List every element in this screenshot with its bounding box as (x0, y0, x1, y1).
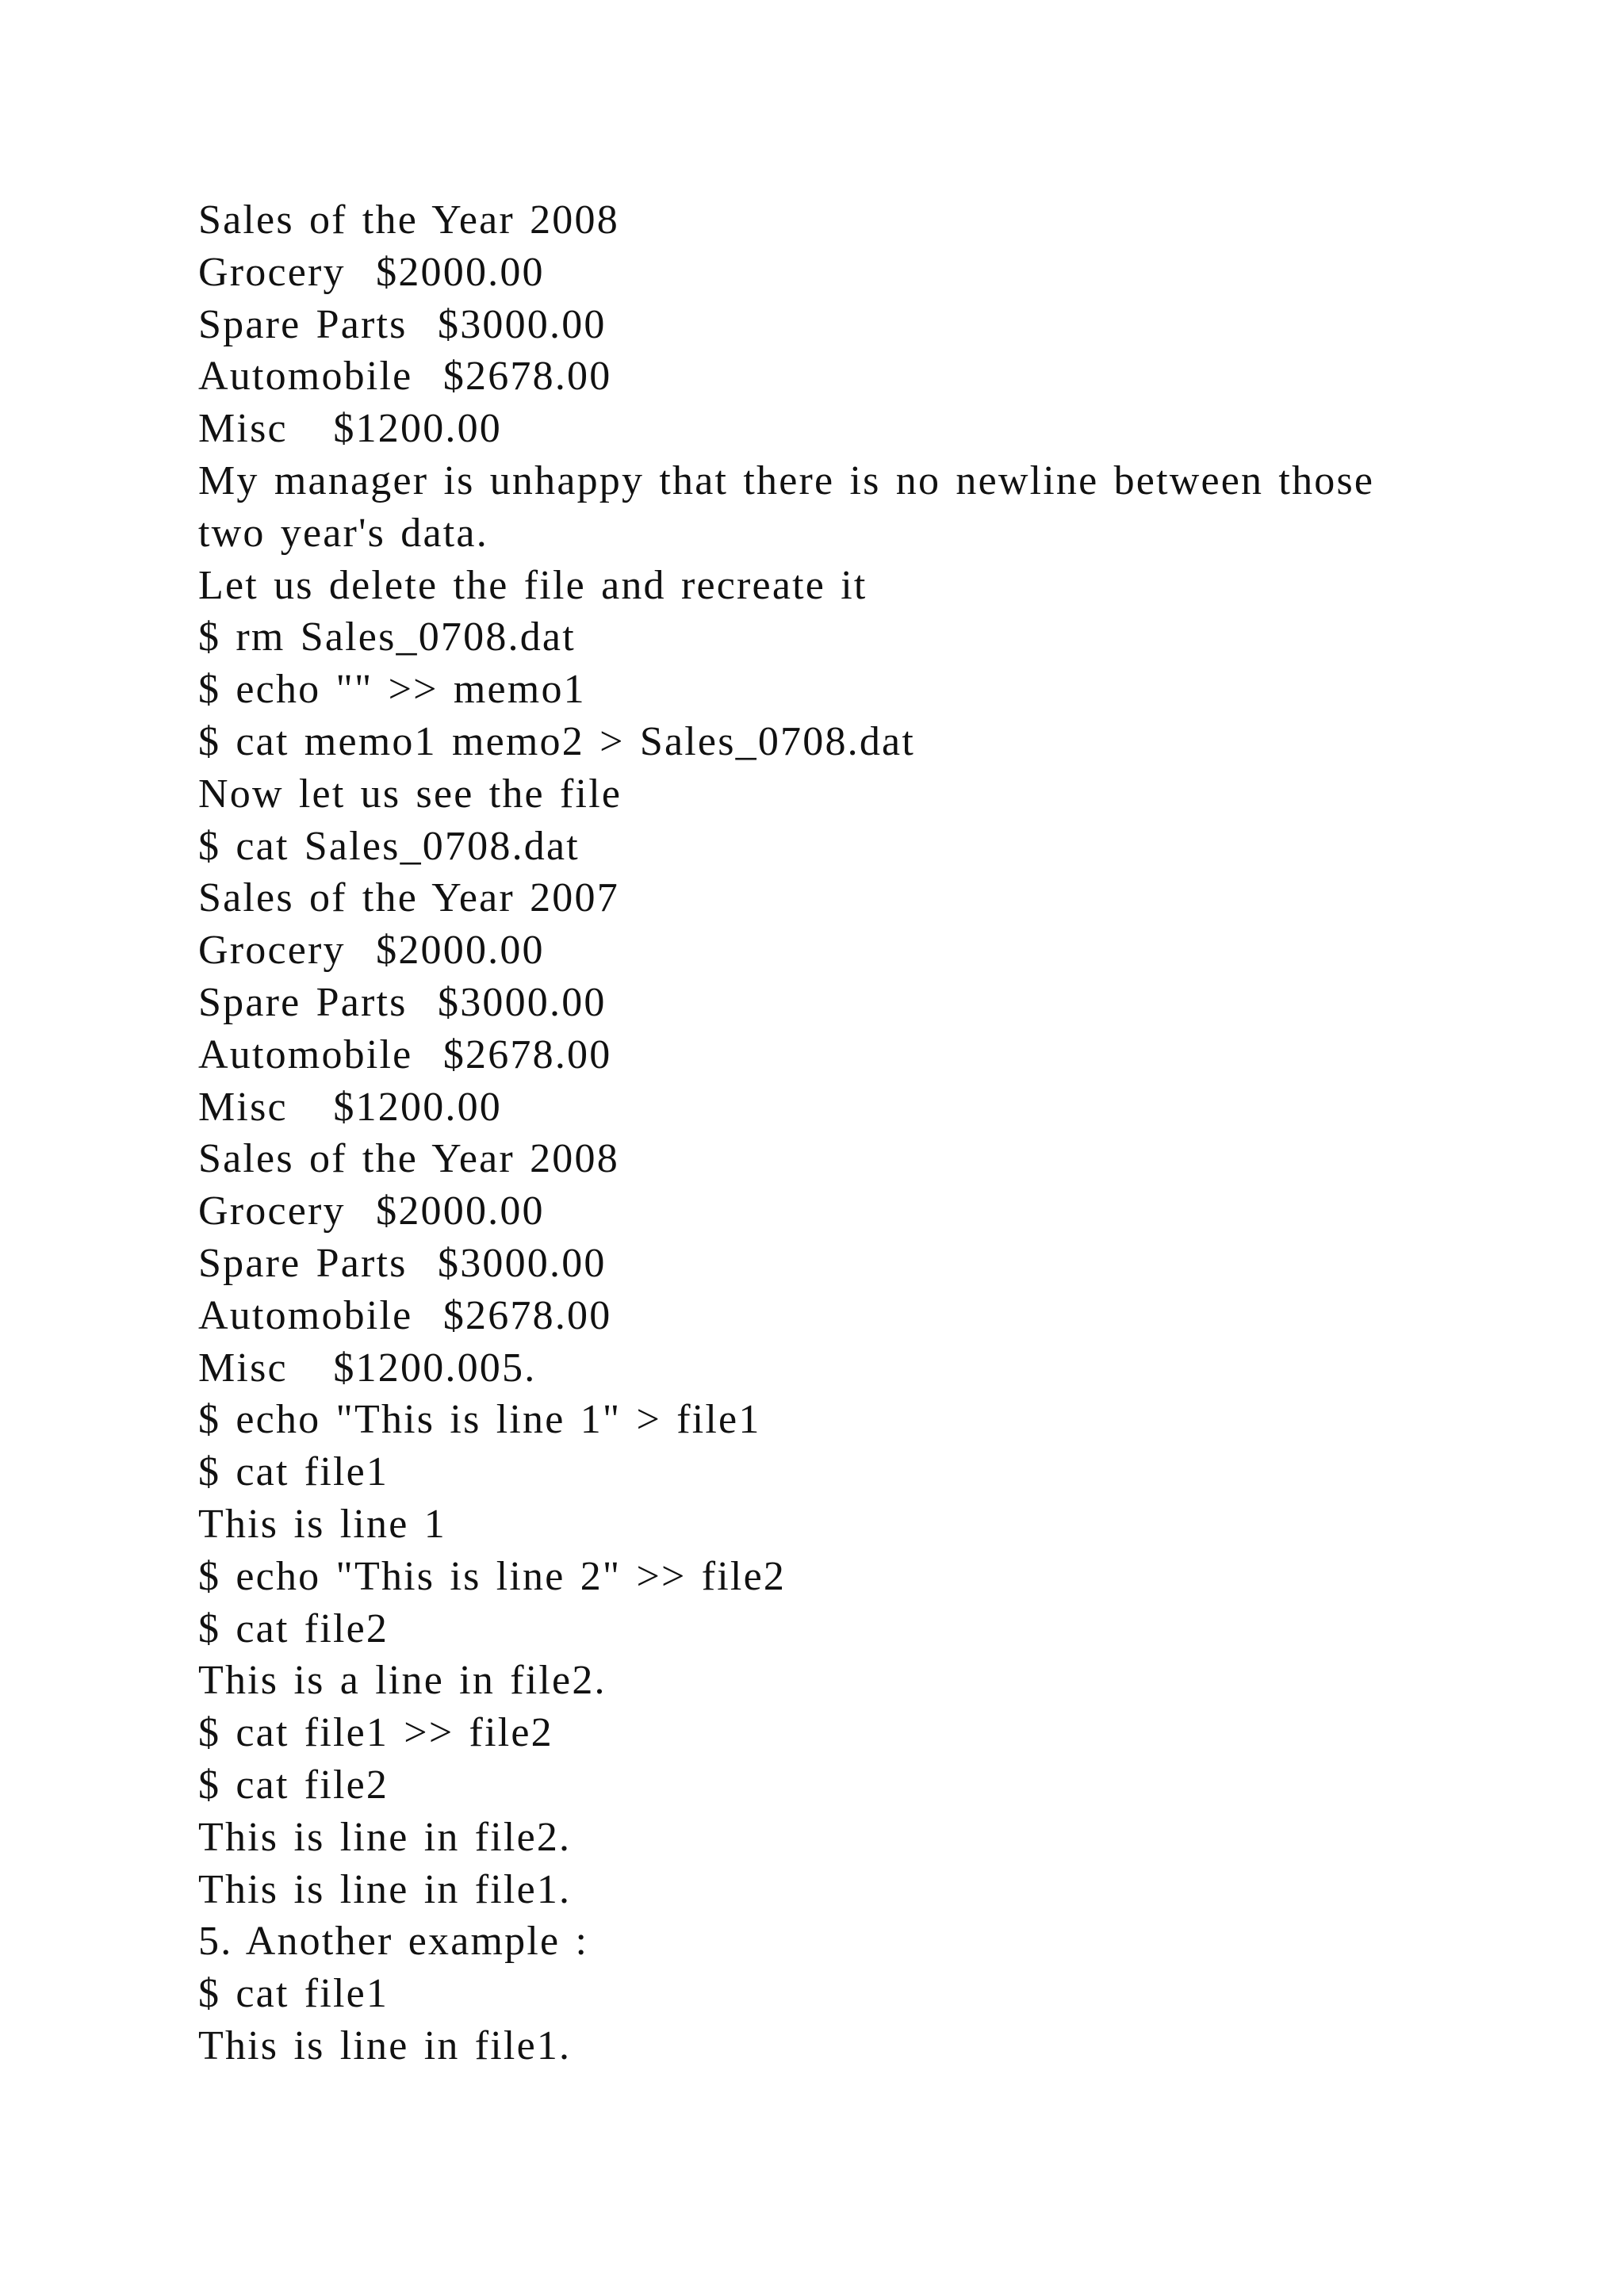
text-line: two year's data. (198, 510, 488, 556)
text-line: Sales of the Year 2008 (198, 1136, 619, 1182)
text-line: This is line in file1. (198, 1866, 572, 1912)
text-line: $ cat memo1 memo2 > Sales_0708.dat (198, 718, 915, 764)
text-line: $ echo "This is line 1" > file1 (198, 1397, 761, 1443)
text-line: This is a line in file2. (198, 1658, 607, 1704)
text-line: Automobile $2678.00 (198, 354, 612, 400)
text-line: $ echo "" >> memo1 (198, 667, 586, 713)
text-line: $ cat file1 (198, 1971, 389, 2017)
text-line: My manager is unhappy that there is no newline between those (198, 457, 1375, 503)
text-line: Automobile $2678.00 (198, 1031, 612, 1077)
text-line: $ cat file1 >> file2 (198, 1710, 553, 1756)
text-line: $ cat file2 (198, 1605, 389, 1651)
text-line: Automobile $2678.00 (198, 1292, 612, 1338)
text-line: $ cat file1 (198, 1449, 389, 1495)
text-line: Let us delete the file and recreate it (198, 562, 868, 608)
text-line: This is line in file1. (198, 2022, 572, 2068)
text-line: This is line 1 (198, 1501, 446, 1547)
text-line: Now let us see the file (198, 771, 622, 817)
text-line: Grocery $2000.00 (198, 928, 545, 974)
document-body (198, 194, 1546, 2072)
text-line: $ cat Sales_0708.dat (198, 823, 580, 869)
text-line: Spare Parts $3000.00 (198, 1240, 607, 1286)
text-line: $ cat file2 (198, 1762, 389, 1808)
text-line: Misc $1200.00 (198, 406, 502, 452)
text-line: Misc $1200.00 (198, 1084, 502, 1130)
text-line: Grocery $2000.00 (198, 1188, 545, 1234)
text-line: Sales of the Year 2007 (198, 875, 619, 921)
text-line: Grocery $2000.00 (198, 249, 545, 295)
text-line: Spare Parts $3000.00 (198, 979, 607, 1025)
text-line: Spare Parts $3000.00 (198, 301, 607, 347)
text-line: Sales of the Year 2008 (198, 197, 619, 243)
text-line: $ echo "This is line 2" >> file2 (198, 1553, 787, 1599)
text-line: $ rm Sales_0708.dat (198, 614, 576, 660)
text-line: 5. Another example : (198, 1919, 589, 1965)
text-line: This is line in file2. (198, 1814, 572, 1860)
text-line: Misc $1200.005. (198, 1345, 537, 1391)
